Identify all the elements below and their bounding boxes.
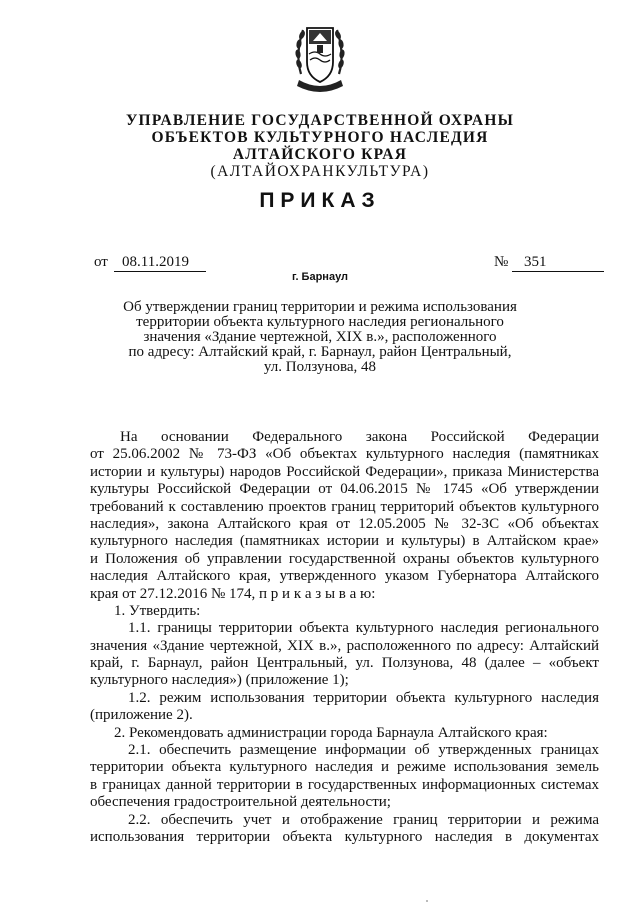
order-date: 08.11.2019 bbox=[114, 253, 206, 272]
paragraph-line: культуры Российской Федерации от 04.06.2015 № 1745 «Об утверждении bbox=[90, 481, 599, 498]
item-2-heading: 2. Рекомендовать администрации города Барнаула Алтайского края: bbox=[114, 724, 548, 741]
city-name: г. Барнаул bbox=[291, 271, 349, 283]
item-1-1-line: 1.1. границы территории объекта культурного наследия регионального bbox=[128, 620, 599, 637]
subject-line: Об утверждении границ территории и режима использования bbox=[123, 299, 517, 315]
paragraph-line: от 25.06.2002 № 73-ФЗ «Об объектах культурного наследия (памятниках bbox=[90, 446, 599, 463]
paragraph-line: культурного наследия (памятниках истории и культуры) в Алтайском крае» bbox=[90, 533, 599, 550]
paragraph-line: На основании Федерального закона Российской Федерации bbox=[120, 429, 599, 445]
date-prefix: от bbox=[94, 254, 108, 270]
paragraph-line: наследия», закона Алтайского края от 12.05.2005 № 32-ЗС «Об объектах bbox=[90, 515, 599, 532]
item-1-2-line: 1.2. режим использования территории объекта культурного наследия bbox=[128, 689, 599, 706]
agency-name-line-1: УПРАВЛЕНИЕ ГОСУДАРСТВЕННОЙ ОХРАНЫ bbox=[125, 112, 514, 129]
item-1-1-line: край, г. Барнаул, район Центральный, ул. Ползунова, 48 (далее – «объект bbox=[90, 655, 599, 672]
subject-line: ул. Ползунова, 48 bbox=[263, 359, 377, 375]
coat-of-arms-emblem bbox=[291, 14, 349, 96]
order-subject bbox=[110, 300, 530, 375]
item-2-2-line: 2.2. обеспечить учет и отображение границ территории и режима bbox=[128, 811, 599, 828]
item-1-2-line: (приложение 2). bbox=[90, 707, 193, 724]
number-prefix: № bbox=[494, 254, 509, 270]
agency-name-line-2: ОБЪЕКТОВ КУЛЬТУРНОГО НАСЛЕДИЯ bbox=[151, 129, 489, 146]
item-1-1-line: культурного наследия») (приложение 1); bbox=[90, 672, 349, 689]
document-title: ПРИКАЗ bbox=[259, 189, 381, 212]
subject-line: территории объекта культурного наследия регионального bbox=[136, 314, 504, 330]
paragraph-line: и Положения об управлении государственной охраны объектов культурного bbox=[90, 550, 599, 567]
order-number: 351 bbox=[512, 253, 604, 272]
item-2-1-line: 2.1. обеспечить размещение информации об утвержденных границах bbox=[128, 742, 599, 759]
item-2-1-line: в границах данной территории в государственных информационных системах bbox=[90, 776, 599, 793]
agency-short-name: (АЛТАЙОХРАНКУЛЬТУРА) bbox=[210, 163, 430, 180]
paragraph-line: истории и культуры) народов Российской Федерации», приказа Министерства bbox=[90, 463, 599, 480]
paragraph-line: наследия Алтайского края, утвержденного указом Губернатора Алтайского bbox=[90, 568, 599, 585]
subject-line: значения «Здание чертежной, XIX в.», расположенного bbox=[143, 329, 497, 345]
agency-name-line-3: АЛТАЙСКОГО КРАЯ bbox=[232, 146, 408, 163]
item-1-1-line: значения «Здание чертежной, XIX в.», расположенного по адресу: Алтайский bbox=[90, 637, 599, 654]
item-2-1-line: территории объекта культурного наследия и режиме использования земель bbox=[90, 759, 599, 776]
item-2-1-line: обеспечения градостроительной деятельности; bbox=[90, 794, 391, 811]
item-1-heading: 1. Утвердить: bbox=[114, 602, 201, 619]
order-body bbox=[90, 429, 599, 846]
scan-speck bbox=[426, 900, 428, 902]
paragraph-line: требований к составлению проектов границ территорий объектов культурного bbox=[90, 498, 599, 515]
paragraph-line: края от 27.12.2016 № 174, п р и к а з ы в а ю: bbox=[90, 585, 376, 602]
subject-line: по адресу: Алтайский край, г. Барнаул, район Центральный, bbox=[128, 344, 512, 360]
item-2-2-line: использования территории объекта культурного наследия в документах bbox=[90, 828, 599, 845]
